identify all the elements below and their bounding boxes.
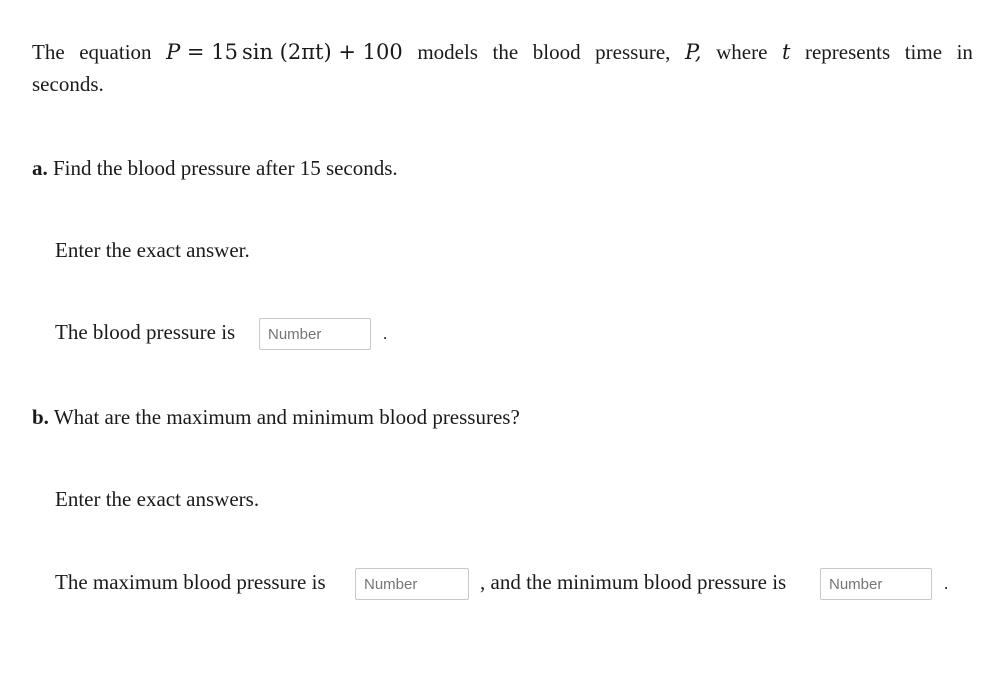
intro-word: the (492, 40, 519, 64)
blood-pressure-at-15s-input[interactable] (259, 318, 371, 350)
problem-statement-line-2: seconds. (32, 72, 104, 96)
part-a-question (32, 156, 398, 181)
part-b-instruction: Enter the exact answers. (55, 487, 260, 511)
variable-p: P, (684, 40, 702, 64)
part-b-question-text: What are the maximum and minimum blood pressures? (53, 405, 520, 429)
equation (166, 40, 403, 64)
intro-word: in (956, 40, 973, 64)
intro-word: time (904, 40, 943, 64)
intro-word: The (32, 40, 65, 64)
equation-function: sin (241, 40, 273, 64)
part-a-instruction: Enter the exact answer. (55, 238, 250, 262)
min-pressure-prefix: , and the minimum blood pressure is (480, 570, 787, 594)
part-b-question (32, 405, 520, 430)
equation-argument: (2πt) (279, 40, 332, 64)
intro-word: equation (79, 40, 152, 64)
equation-plus: + (338, 40, 356, 64)
problem-statement-line-1 (32, 40, 973, 65)
part-a-answer-prefix: The blood pressure is (55, 320, 236, 344)
part-a-answer-suffix: . (383, 324, 388, 343)
part-a-question-text: Find the blood pressure after 15 seconds. (53, 156, 398, 180)
intro-word: represents (804, 40, 891, 64)
minimum-blood-pressure-input[interactable] (820, 568, 932, 600)
max-pressure-prefix: The maximum blood pressure is (55, 570, 326, 594)
equation-lhs: P (166, 40, 181, 64)
maximum-blood-pressure-input[interactable] (355, 568, 469, 600)
intro-word: models (417, 40, 478, 64)
part-b-answer-suffix: . (944, 574, 949, 593)
intro-word: where (716, 40, 768, 64)
part-a-label: a. (32, 156, 48, 180)
equation-constant: 100 (362, 40, 403, 64)
intro-word: blood (532, 40, 581, 64)
equation-equals: = (186, 40, 205, 64)
part-b-label: b. (32, 405, 49, 429)
variable-t: t (781, 40, 791, 64)
equation-coefficient: 15 (211, 40, 238, 64)
intro-word: pressure, (595, 40, 671, 64)
